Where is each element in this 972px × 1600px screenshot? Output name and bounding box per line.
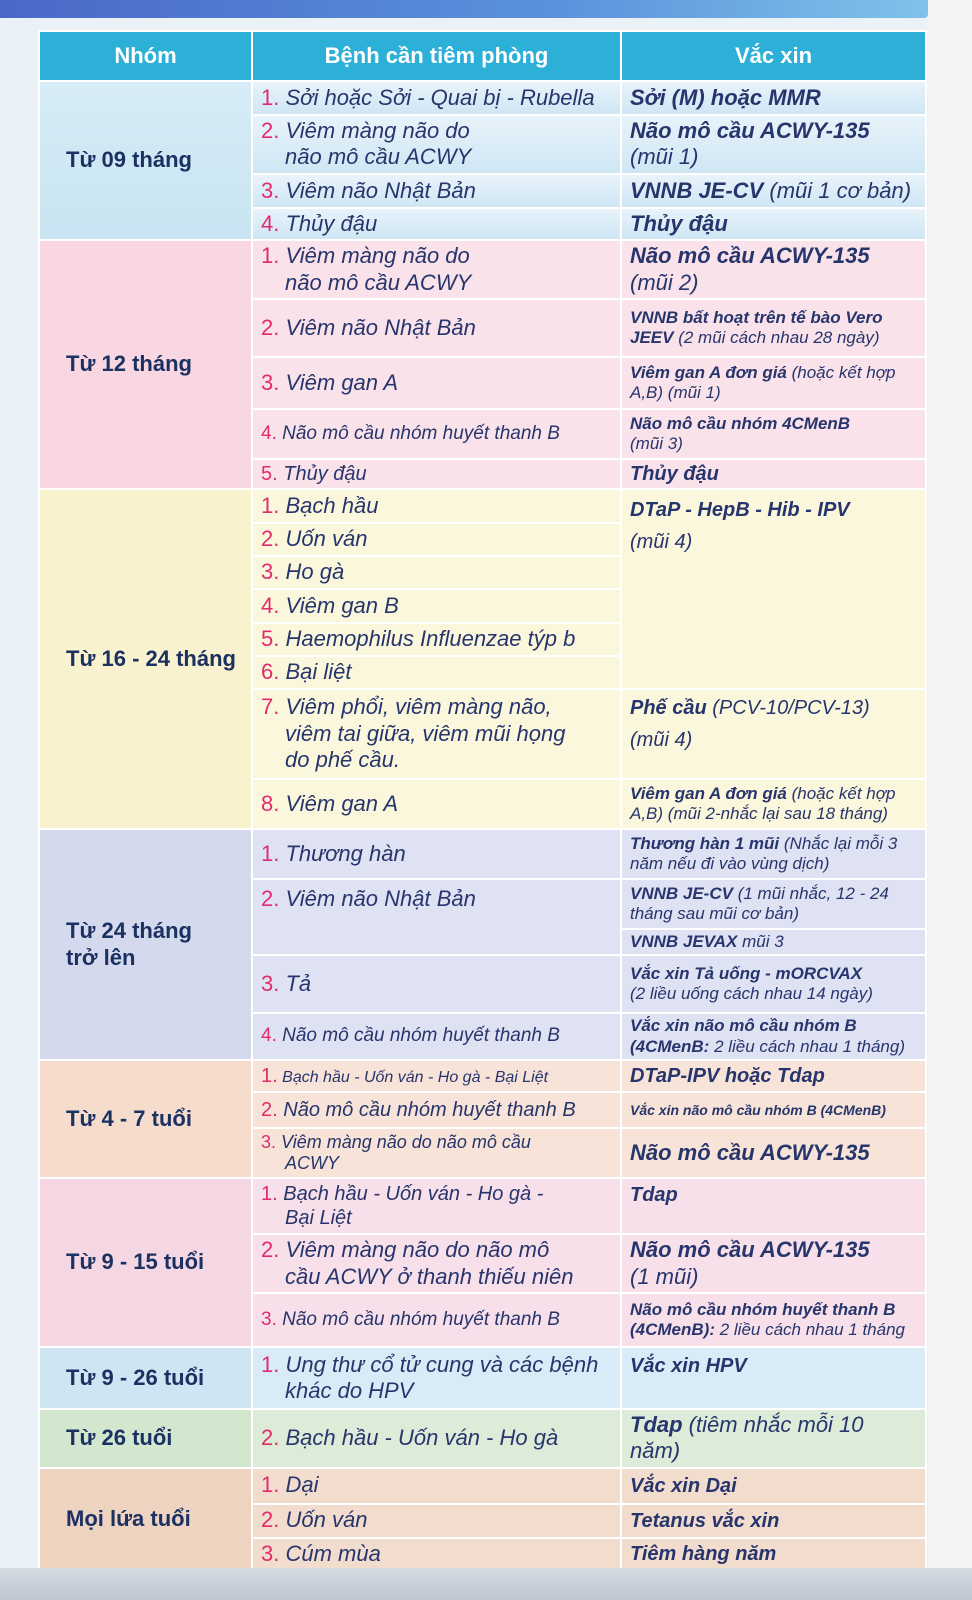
vaccine-cell: Viêm gan A đơn giá (hoặc kết hợp A,B) (mũi 1) [621, 357, 926, 409]
group-label: Từ 24 tháng trở lên [39, 829, 252, 1060]
disease-cell: 2. Viêm não Nhật Bản [252, 879, 621, 955]
group-label: Từ 16 - 24 tháng [39, 489, 252, 829]
header-disease: Bệnh cần tiêm phòng [252, 31, 621, 81]
vaccine-cell: Vắc xin Tả uống - mORCVAX (2 liều uống cách nhau 14 ngày) [621, 955, 926, 1013]
disease-cell: 2. Viêm màng não do não mô cầu ACWY ở thanh thiếu niên [252, 1234, 621, 1293]
disease-cell: 3. Cúm mùa [252, 1538, 621, 1570]
header-group: Nhóm [39, 31, 252, 81]
vaccine-cell: Vắc xin não mô cầu nhóm B (4CMenB) [621, 1092, 926, 1128]
disease-cell: 4. Não mô cầu nhóm huyết thanh B [252, 1013, 621, 1060]
vaccine-cell: DTaP - HepB - Hib - IPV (mũi 4) [621, 489, 926, 689]
disease-cell: 2. Viêm não Nhật Bản [252, 299, 621, 357]
vaccine-cell: Phế cầu (PCV-10/PCV-13) (mũi 4) [621, 689, 926, 779]
disease-cell: 8. Viêm gan A [252, 779, 621, 829]
table-row [39, 1409, 926, 1468]
disease-cell: 2. Bạch hầu - Uốn ván - Ho gà [252, 1409, 621, 1468]
disease-cell: 1. Thương hàn [252, 829, 621, 879]
group-label: Mọi lứa tuổi [39, 1468, 252, 1570]
disease-cell: 1. Viêm màng não do não mô cầu ACWY [252, 240, 621, 299]
vaccine-cell: Não mô cầu ACWY-135 (mũi 1) [621, 115, 926, 174]
disease-cell: 7. Viêm phổi, viêm màng não, viêm tai giữa, viêm mũi họng do phế cầu. [252, 689, 621, 779]
group-label: Từ 12 tháng [39, 240, 252, 489]
vaccine-cell: Vắc xin Dại [621, 1468, 926, 1504]
disease-cell: 1. Dại [252, 1468, 621, 1504]
vaccine-cell: Vắc xin não mô cầu nhóm B (4CMenB: 2 liều cách nhau 1 tháng) [621, 1013, 926, 1060]
disease-cell: 5. Haemophilus Influenzae týp b [252, 623, 621, 656]
group-label: Từ 4 - 7 tuổi [39, 1060, 252, 1178]
table-row [39, 1178, 926, 1234]
disease-cell: 6. Bại liệt [252, 656, 621, 689]
vaccine-cell: DTaP-IPV hoặc Tdap [621, 1060, 926, 1092]
vaccine-cell: Thương hàn 1 mũi (Nhắc lại mỗi 3 năm nếu đi vào vùng dịch) [621, 829, 926, 879]
table-row [39, 1060, 926, 1092]
table-row [39, 829, 926, 879]
vaccine-cell: Não mô cầu ACWY-135 [621, 1128, 926, 1178]
disease-cell: 1. Bạch hầu [252, 489, 621, 523]
disease-cell: 2. Uốn ván [252, 523, 621, 556]
disease-cell: 2. Viêm màng não do não mô cầu ACWY [252, 115, 621, 174]
vaccine-cell: VNNB JE-CV (mũi 1 cơ bản) [621, 174, 926, 208]
disease-cell: 4. Viêm gan B [252, 589, 621, 623]
disease-cell: 3. Viêm gan A [252, 357, 621, 409]
disease-cell: 3. Viêm màng não do não mô cầu ACWY [252, 1128, 621, 1178]
vaccine-cell: Tetanus vắc xin [621, 1504, 926, 1538]
bottom-gradient [0, 1568, 972, 1600]
vaccination-schedule-table [38, 30, 927, 1571]
vaccine-cell: Tdap (tiêm nhắc mỗi 10 năm) [621, 1409, 926, 1468]
top-banner-bar [0, 0, 928, 18]
disease-cell: 3. Viêm não Nhật Bản [252, 174, 621, 208]
group-label: Từ 9 - 15 tuổi [39, 1178, 252, 1347]
disease-cell: 5. Thủy đậu [252, 459, 621, 489]
vaccine-cell: Thủy đậu [621, 459, 926, 489]
vaccine-cell: Não mô cầu nhóm huyết thanh B (4CMenB): 2 liều cách nhau 1 tháng [621, 1293, 926, 1347]
vaccine-cell: Tiêm hàng năm [621, 1538, 926, 1570]
table-row [39, 1347, 926, 1409]
disease-cell: 3. Ho gà [252, 556, 621, 589]
vaccine-cell: VNNB JEVAX mũi 3 [621, 929, 926, 955]
vaccine-cell: VNNB JE-CV (1 mũi nhắc, 12 - 24 tháng sau mũi cơ bản) [621, 879, 926, 929]
table-row [39, 81, 926, 115]
vaccine-cell: Não mô cầu nhóm 4CMenB (mũi 3) [621, 409, 926, 459]
group-label: Từ 9 - 26 tuổi [39, 1347, 252, 1409]
vaccine-cell: Viêm gan A đơn giá (hoặc kết hợp A,B) (mũi 2-nhắc lại sau 18 tháng) [621, 779, 926, 829]
header-vaccine: Vắc xin [621, 31, 926, 81]
disease-cell: 3. Tả [252, 955, 621, 1013]
vaccine-cell: Thủy đậu [621, 208, 926, 240]
table-row [39, 240, 926, 299]
vaccine-cell: Sởi (M) hoặc MMR [621, 81, 926, 115]
table-header-row [39, 31, 926, 81]
disease-cell: 4. Thủy đậu [252, 208, 621, 240]
vaccine-cell: Tdap [621, 1178, 926, 1234]
vaccine-cell: Não mô cầu ACWY-135 (1 mũi) [621, 1234, 926, 1293]
group-label: Từ 26 tuổi [39, 1409, 252, 1468]
group-label: Từ 09 tháng [39, 81, 252, 240]
disease-cell: 1. Bạch hầu - Uốn ván - Ho gà - Bại Liệt [252, 1178, 621, 1234]
table-row [39, 1468, 926, 1504]
vaccine-cell: VNNB bất hoạt trên tế bào Vero JEEV (2 mũi cách nhau 28 ngày) [621, 299, 926, 357]
disease-cell: 1. Sởi hoặc Sởi - Quai bị - Rubella [252, 81, 621, 115]
disease-cell: 2. Uốn ván [252, 1504, 621, 1538]
vaccine-cell: Vắc xin HPV [621, 1347, 926, 1409]
disease-cell: 4. Não mô cầu nhóm huyết thanh B [252, 409, 621, 459]
disease-cell: 2. Não mô cầu nhóm huyết thanh B [252, 1092, 621, 1128]
vaccine-cell: Não mô cầu ACWY-135 (mũi 2) [621, 240, 926, 299]
right-margin [928, 0, 972, 1600]
disease-cell: 1. Ung thư cổ tử cung và các bệnh khác do HPV [252, 1347, 621, 1409]
table-row [39, 489, 926, 523]
disease-cell: 3. Não mô cầu nhóm huyết thanh B [252, 1293, 621, 1347]
disease-cell: 1. Bạch hầu - Uốn ván - Ho gà - Bại Liệt [252, 1060, 621, 1092]
